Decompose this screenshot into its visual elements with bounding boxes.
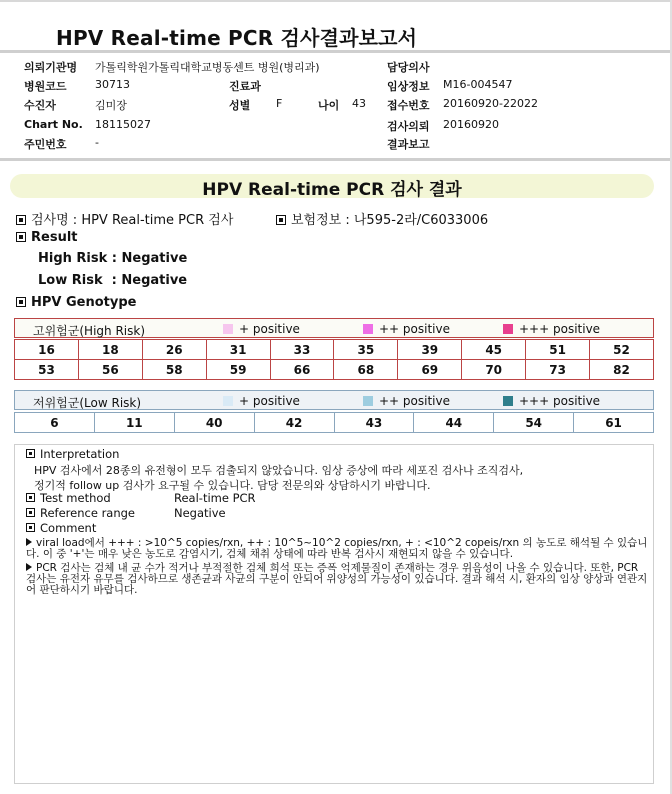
genotype-cell: 11 xyxy=(94,413,174,433)
genotype-cell: 42 xyxy=(254,413,334,433)
genotype-cell: 44 xyxy=(414,413,494,433)
genotype-cell: 6 xyxy=(15,413,95,433)
clinical-info-value: M16-004547 xyxy=(443,78,513,91)
genotype-cell: 58 xyxy=(142,360,206,380)
legend-low-plusplusplus xyxy=(503,394,600,408)
result-heading-line xyxy=(16,230,78,245)
interpretation-line-1: HPV 검사에서 28종의 유전형이 모두 검출되지 않았습니다. 임상 증상에 따라 세포진 검사나 조직검사, xyxy=(34,464,524,477)
resident-number-label: 주민번호 xyxy=(24,138,67,151)
legend-swatch-plusplus xyxy=(363,324,373,334)
low-risk-title: 저위험군(Low Risk) xyxy=(33,396,142,410)
genotype-cell: 61 xyxy=(574,413,654,433)
low-risk-result: Low Risk : Negative xyxy=(38,273,188,288)
age-value: 43 xyxy=(352,97,366,110)
high-risk-header xyxy=(14,318,654,338)
high-risk-result: High Risk : Negative xyxy=(38,251,188,266)
report-title: HPV Real-time PCR 검사결과보고서 xyxy=(56,26,418,50)
resident-number-value: - xyxy=(95,136,99,149)
legend-low-plusplusplus-label: +++ positive xyxy=(519,394,601,408)
legend-plusplusplus-label: +++ positive xyxy=(519,322,601,336)
bullet-square-icon xyxy=(26,508,35,517)
legend-plus-label: + positive xyxy=(239,322,300,336)
bullet-square-icon xyxy=(26,523,35,532)
header-divider-bottom xyxy=(0,158,672,161)
result-banner xyxy=(10,174,654,198)
comment-note-1 xyxy=(26,538,648,560)
bullet-square-icon xyxy=(16,215,26,225)
test-name-line xyxy=(16,209,233,228)
genotype-cell: 40 xyxy=(174,413,254,433)
report-date-label: 결과보고 xyxy=(387,138,430,151)
bullet-square-icon xyxy=(16,232,26,242)
arrow-bullet-icon xyxy=(26,563,32,571)
genotype-cell: 52 xyxy=(590,340,654,360)
legend-plusplus-label: ++ positive xyxy=(379,322,450,336)
genotype-cell: 45 xyxy=(462,340,526,360)
result-heading: Result xyxy=(31,230,78,245)
receipt-number-value: 20160920-22022 xyxy=(443,97,538,110)
chart-number-value: 18115027 xyxy=(95,118,151,131)
patient-label: 수진자 xyxy=(24,99,56,112)
legend-plusplusplus xyxy=(503,322,600,336)
comment-line xyxy=(26,521,96,535)
genotype-cell: 39 xyxy=(398,340,462,360)
genotype-cell: 66 xyxy=(270,360,334,380)
genotype-cell: 56 xyxy=(78,360,142,380)
legend-plusplus xyxy=(363,322,450,336)
genotype-heading-line xyxy=(16,295,136,310)
test-name: 검사명 : HPV Real-time PCR 검사 xyxy=(31,213,234,228)
clinical-info-label: 임상정보 xyxy=(387,80,430,93)
comment-note-2-text: PCR 검사는 검체 내 균 수가 적거나 부적절한 검체 희석 또는 증폭 억제물질이 존재하는 경우 위음성이 나올 수 있습니다. 또한, PCR 검사는 유전자 유무를 검사하므로 생존균과 사균의 구분이 안되어 위양성의 가능성이 있습니다. 결과 해석 시, 환자의 임상 양상과 연관지어 판단하시기 바랍니다. xyxy=(26,562,648,596)
legend-swatch-low-plusplusplus xyxy=(503,396,513,406)
department-label: 진료과 xyxy=(229,80,261,93)
hospital-code-label: 병원코드 xyxy=(24,80,67,93)
insurance-info: 보험정보 : 나595-2라/C6033006 xyxy=(291,213,489,228)
sex-value: F xyxy=(276,97,283,110)
genotype-cell: 53 xyxy=(15,360,79,380)
institution-label: 의뢰기관명 xyxy=(24,61,78,74)
interpretation-line-2: 정기적 follow up 검사가 요구될 수 있습니다. 담당 전문의와 상담하시기 바랍니다. xyxy=(34,479,431,492)
comment-note-1-text: viral load에서 +++ : >10^5 copies/rxn, ++ : 10^5~10^2 copies/rxn, + : <10^2 copeis/rxn 의 농도로 해석될 수 있습니다. 이 중 '+'는 매우 낮은 농도로 감염시기, 검체 채취 상태에 따라 반복 검사시 재현되지 않을 수 있습니다. xyxy=(26,537,648,560)
bullet-square-icon xyxy=(276,215,286,225)
genotype-cell: 31 xyxy=(206,340,270,360)
result-banner-text: HPV Real-time PCR 검사 결과 xyxy=(202,180,462,200)
genotype-cell: 51 xyxy=(526,340,590,360)
legend-low-plusplus xyxy=(363,394,450,408)
comment-note-2 xyxy=(26,563,648,596)
bullet-square-icon xyxy=(16,297,26,307)
interpretation-heading: Interpretation xyxy=(40,447,120,461)
table-row xyxy=(15,340,654,360)
genotype-cell: 35 xyxy=(334,340,398,360)
low-risk-header xyxy=(14,390,654,410)
arrow-bullet-icon xyxy=(26,538,32,546)
legend-low-plus-label: + positive xyxy=(239,394,300,408)
insurance-line xyxy=(276,209,488,228)
patient-value: 김미장 xyxy=(95,99,127,112)
legend-swatch-plusplusplus xyxy=(503,324,513,334)
genotype-cell: 33 xyxy=(270,340,334,360)
doctor-label: 담당의사 xyxy=(387,61,430,74)
table-row xyxy=(15,413,654,433)
table-row xyxy=(15,360,654,380)
high-risk-title: 고위험군(High Risk) xyxy=(33,324,145,338)
legend-plus xyxy=(223,322,300,336)
legend-swatch-low-plus xyxy=(223,396,233,406)
genotype-cell: 82 xyxy=(590,360,654,380)
genotype-heading: HPV Genotype xyxy=(31,295,137,310)
genotype-cell: 70 xyxy=(462,360,526,380)
request-date-value: 20160920 xyxy=(443,118,499,131)
test-method-value: Real-time PCR xyxy=(174,491,256,505)
legend-swatch-low-plusplus xyxy=(363,396,373,406)
legend-low-plus xyxy=(223,394,300,408)
bullet-square-icon xyxy=(26,449,35,458)
genotype-cell: 18 xyxy=(78,340,142,360)
institution-value: 가톨릭학원가톨릭대학교병동센트 병원(병리과) xyxy=(95,61,320,74)
genotype-cell: 54 xyxy=(494,413,574,433)
comment-label: Comment xyxy=(40,521,97,535)
interpretation-heading-line xyxy=(26,447,119,461)
test-method-line xyxy=(26,491,111,505)
genotype-cell: 69 xyxy=(398,360,462,380)
legend-low-plusplus-label: ++ positive xyxy=(379,394,450,408)
genotype-cell: 16 xyxy=(15,340,79,360)
genotype-cell: 59 xyxy=(206,360,270,380)
test-method-label: Test method xyxy=(40,491,111,505)
reference-range-label: Reference range xyxy=(40,506,136,520)
header-divider-top xyxy=(0,50,672,53)
receipt-number-label: 접수번호 xyxy=(387,99,430,112)
reference-range-value: Negative xyxy=(174,506,226,520)
low-risk-genotype-table xyxy=(14,412,654,433)
top-border xyxy=(0,0,672,2)
genotype-cell: 26 xyxy=(142,340,206,360)
hospital-code-value: 30713 xyxy=(95,78,130,91)
reference-range-line xyxy=(26,506,135,520)
sex-label: 성별 xyxy=(229,99,251,112)
bullet-square-icon xyxy=(26,493,35,502)
legend-swatch-plus xyxy=(223,324,233,334)
age-label: 나이 xyxy=(318,99,340,112)
high-risk-genotype-table xyxy=(14,339,654,380)
chart-number-label: Chart No. xyxy=(24,118,83,131)
genotype-cell: 73 xyxy=(526,360,590,380)
genotype-cell: 68 xyxy=(334,360,398,380)
genotype-cell: 43 xyxy=(334,413,414,433)
request-date-label: 검사의뢰 xyxy=(387,120,430,133)
